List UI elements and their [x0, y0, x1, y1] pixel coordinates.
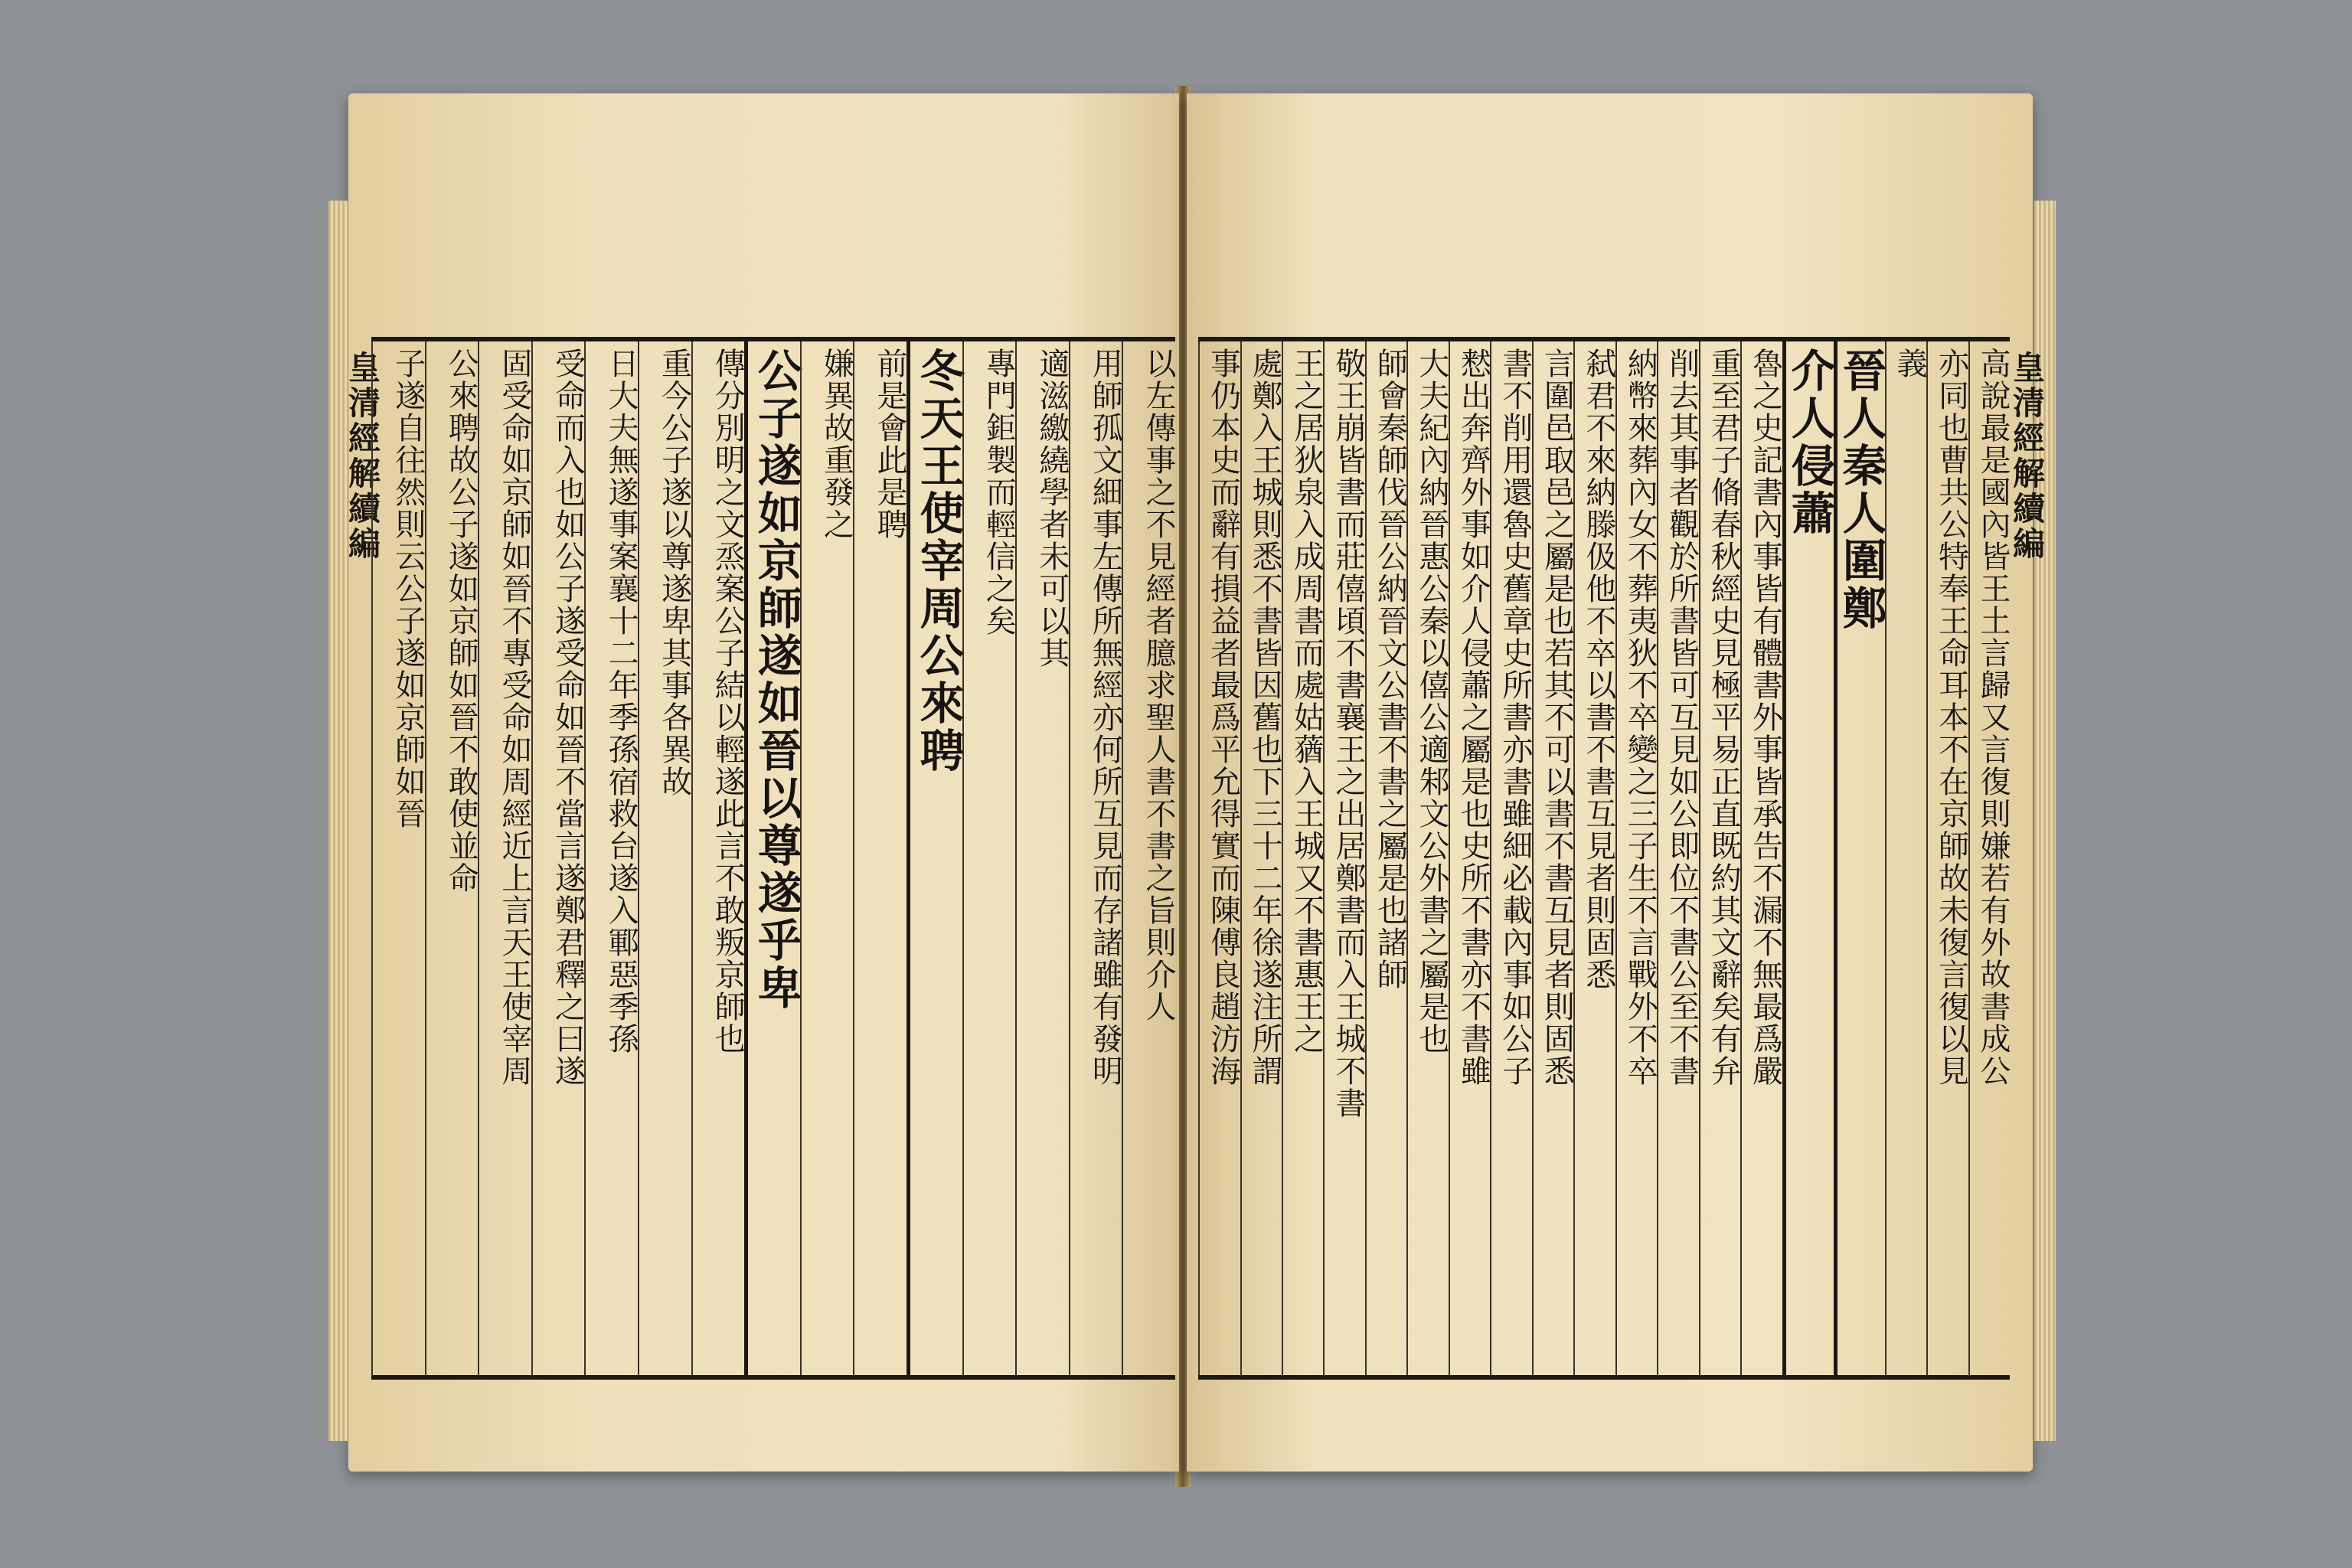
- margin-title: 皇清經解續編: [2008, 351, 2046, 562]
- text-column: 王之居狄泉入成周書而處姑蕕入王城又不書惠王之: [1282, 341, 1323, 1375]
- text-column: 公子遂如京師遂如晉以尊遂乎卑: [744, 341, 800, 1375]
- text-column: 傳分別明之文烝案公子結以輕遂此言不敢叛京師也: [691, 341, 745, 1375]
- text-column: 魯之史記書內事皆有體書外事皆承告不漏不無最爲嚴: [1740, 341, 1782, 1375]
- text-column: 受命而入也如公子遂受命如晉不當言遂鄭君釋之曰遂: [531, 341, 585, 1375]
- text-column: 言圍邑取邑之屬是也若其不可以書不書互見者則固悉: [1532, 341, 1573, 1375]
- text-column: 事仍本史而辭有損益者最爲平允得實而陳傅良趙汸海: [1198, 341, 1240, 1375]
- text-column: 大夫紀內納晉惠公秦以僖公適邾文公外書之屬是也: [1406, 341, 1448, 1375]
- text-column: 亦同也曹共公特奉王命耳本不在京師故未復言復以見: [1926, 341, 1968, 1375]
- text-column: 專門鉅製而輕信之矣: [962, 341, 1016, 1375]
- text-frame: [1198, 337, 2046, 1380]
- text-column: 介人侵蕭: [1782, 341, 1834, 1375]
- text-column: 處鄭入王城則悉不書皆因舊也下三十二年徐遂注所謂: [1240, 341, 1282, 1375]
- text-column: 敬王崩皆書而莊僖頃不書襄王之出居鄭書而入王城不書: [1323, 341, 1364, 1375]
- margin-title: 皇清經解續編: [344, 351, 381, 562]
- text-column: 固受命如京師如晉不專受命如周經近上言天王使宰周: [478, 341, 531, 1375]
- text-column: 以左傳事之不見經者臆求聖人書不書之旨則介人: [1122, 341, 1175, 1375]
- text-column: 重今公子遂以尊遂卑其事各異故: [638, 341, 691, 1375]
- left-page: [344, 93, 1179, 1472]
- text-column: 重至君子脩春秋經史見極平易正直既約其文辭矣有弁: [1699, 341, 1740, 1375]
- text-column: 削去其事者觀於所書皆可互見如公即位不書公至不書: [1657, 341, 1698, 1375]
- text-column: 弑君不來納滕伋他不卒以書不書互見者則固悉: [1573, 341, 1615, 1375]
- text-column: 高說最是國內皆王土言歸又言復則嫌若有外故書成公: [1968, 341, 2010, 1375]
- text-column: 書不削用還魯史舊章史所書亦書雖細必載內事如公子: [1490, 341, 1531, 1375]
- text-columns: [371, 341, 1175, 1375]
- text-column: 納幣來葬內女不葬夷狄不卒變之三子生不言戰外不卒: [1615, 341, 1657, 1375]
- text-column: 嫌異故重發之: [800, 341, 854, 1375]
- text-column: 前是會此是聘: [853, 341, 906, 1375]
- text-columns: [1198, 341, 2010, 1375]
- text-column: 義: [1885, 341, 1926, 1375]
- text-column: 師會秦師伐晉公納晉文公書不書之屬是也諸師: [1365, 341, 1406, 1375]
- text-column: 用師孤文細事左傳所無經亦何所互見而存諸雖有發明: [1069, 341, 1122, 1375]
- open-book: [344, 86, 2046, 1487]
- text-column: 公來聘故公子遂如京師如晉不敢使並命: [425, 341, 479, 1375]
- text-column: 慭出奔齊外事如介人侵蕭之屬是也史所不書亦不書雖: [1449, 341, 1490, 1375]
- text-column: 適滋繳繞學者未可以其: [1015, 341, 1069, 1375]
- right-page: [1187, 93, 2046, 1472]
- text-column: 冬天王使宰周公來聘: [906, 341, 962, 1375]
- text-frame: [344, 337, 1176, 1380]
- text-column: 日大夫無遂事案襄十二年季孫宿救台遂入鄆惡季孫: [584, 341, 638, 1375]
- text-column: 晉人秦人圍鄭: [1834, 341, 1885, 1375]
- text-column: 子遂自往然則云公子遂如京師如晉: [371, 341, 425, 1375]
